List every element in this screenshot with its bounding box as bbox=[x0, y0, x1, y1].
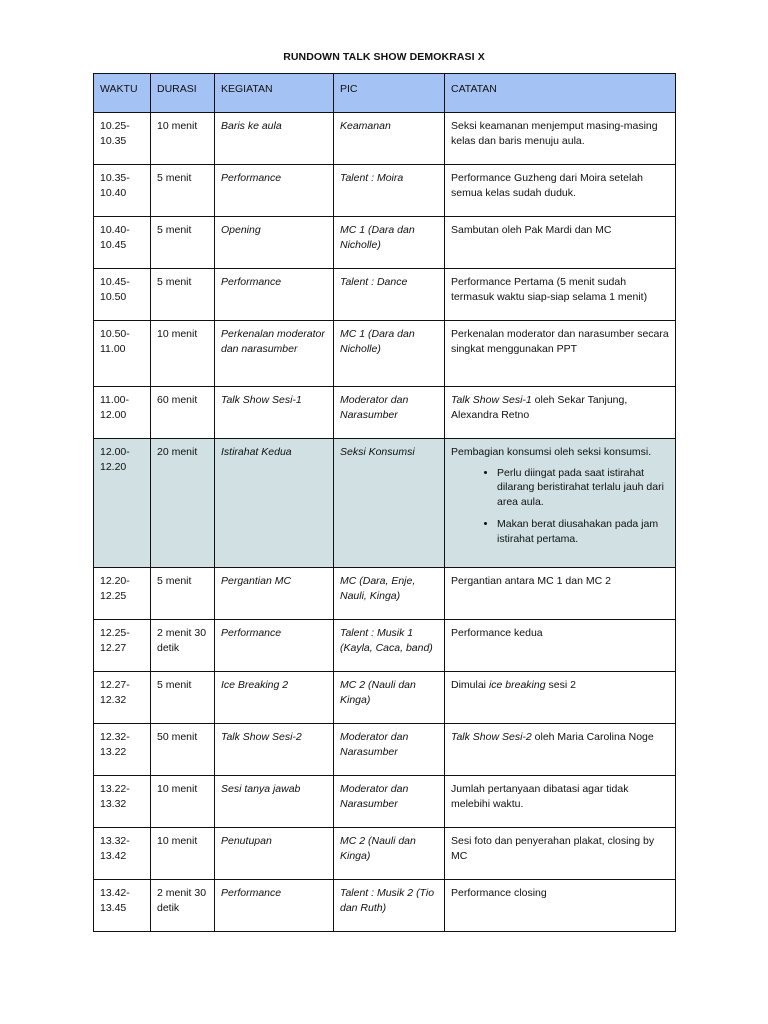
cell-durasi: 50 menit bbox=[151, 724, 215, 776]
cell-waktu: 10.35- 10.40 bbox=[94, 165, 151, 217]
cell-kegiatan: Penutupan bbox=[215, 828, 334, 880]
rundown-table bbox=[93, 73, 676, 932]
catatan-italic: ice breaking bbox=[488, 679, 546, 691]
table-header-row bbox=[94, 74, 676, 113]
cell-durasi: 5 menit bbox=[151, 217, 215, 269]
bullet-item: • Makan berat diusahakan pada jam istirahat pertama. bbox=[497, 517, 669, 546]
document-title: RUNDOWN TALK SHOW DEMOKRASI X bbox=[283, 51, 485, 63]
table-row bbox=[94, 672, 676, 724]
cell-waktu: 12.27- 12.32 bbox=[94, 672, 151, 724]
table-row-highlighted bbox=[94, 439, 676, 568]
cell-pic: Talent : Musik 2 (Tio dan Ruth) bbox=[334, 880, 445, 932]
cell-pic: Moderator dan Narasumber bbox=[334, 387, 445, 439]
catatan-text: oleh Maria Carolina Noge bbox=[531, 731, 654, 743]
cell-waktu: 12.20- 12.25 bbox=[94, 568, 151, 620]
cell-pic: Talent : Dance bbox=[334, 269, 445, 321]
cell-durasi: 20 menit bbox=[151, 439, 215, 568]
cell-kegiatan: Sesi tanya jawab bbox=[215, 776, 334, 828]
cell-kegiatan: Performance bbox=[215, 269, 334, 321]
cell-kegiatan: Performance bbox=[215, 620, 334, 672]
table-row bbox=[94, 620, 676, 672]
bullet-item: • Perlu diingat pada saat istirahat dilarang beristirahat terlalu jauh dari area aula. bbox=[497, 466, 669, 510]
cell-kegiatan: Baris ke aula bbox=[215, 113, 334, 165]
cell-catatan bbox=[445, 724, 676, 776]
header-durasi: DURASI bbox=[151, 74, 215, 113]
cell-pic: Moderator dan Narasumber bbox=[334, 776, 445, 828]
table-row bbox=[94, 387, 676, 439]
cell-kegiatan: Pergantian MC bbox=[215, 568, 334, 620]
cell-catatan: Pergantian antara MC 1 dan MC 2 bbox=[445, 568, 676, 620]
cell-catatan: Performance closing bbox=[445, 880, 676, 932]
cell-kegiatan: Istirahat Kedua bbox=[215, 439, 334, 568]
table-row bbox=[94, 880, 676, 932]
cell-durasi: 2 menit 30 detik bbox=[151, 620, 215, 672]
cell-pic: Seksi Konsumsi bbox=[334, 439, 445, 568]
cell-catatan bbox=[445, 439, 676, 568]
cell-kegiatan: Perkenalan moderator dan narasumber bbox=[215, 321, 334, 387]
table-row bbox=[94, 217, 676, 269]
catatan-text: oleh Sekar Tanjung, Alexandra Retno bbox=[451, 394, 628, 421]
cell-durasi: 60 menit bbox=[151, 387, 215, 439]
cell-durasi: 5 menit bbox=[151, 672, 215, 724]
cell-waktu: 12.32- 13.22 bbox=[94, 724, 151, 776]
cell-waktu: 10.25- 10.35 bbox=[94, 113, 151, 165]
cell-catatan: Seksi keamanan menjemput masing-masing kelas dan baris menuju aula. bbox=[445, 113, 676, 165]
cell-catatan: Performance kedua bbox=[445, 620, 676, 672]
cell-pic: MC 1 (Dara dan Nicholle) bbox=[334, 217, 445, 269]
cell-durasi: 10 menit bbox=[151, 828, 215, 880]
cell-catatan: Sesi foto dan penyerahan plakat, closing by MC bbox=[445, 828, 676, 880]
cell-durasi: 2 menit 30 detik bbox=[151, 880, 215, 932]
cell-durasi: 5 menit bbox=[151, 568, 215, 620]
cell-waktu: 12.00- 12.20 bbox=[94, 439, 151, 568]
header-kegiatan: KEGIATAN bbox=[215, 74, 334, 113]
cell-kegiatan: Ice Breaking 2 bbox=[215, 672, 334, 724]
cell-pic: Talent : Moira bbox=[334, 165, 445, 217]
cell-pic: Keamanan bbox=[334, 113, 445, 165]
table-row bbox=[94, 724, 676, 776]
header-pic: PIC bbox=[334, 74, 445, 113]
table-row bbox=[94, 568, 676, 620]
cell-pic: MC 2 (Nauli dan Kinga) bbox=[334, 672, 445, 724]
cell-waktu: 10.50- 11.00 bbox=[94, 321, 151, 387]
cell-catatan: Performance Pertama (5 menit sudah termasuk waktu siap-siap selama 1 menit) bbox=[445, 269, 676, 321]
header-catatan: CATATAN bbox=[445, 74, 676, 113]
cell-pic: MC 1 (Dara dan Nicholle) bbox=[334, 321, 445, 387]
cell-kegiatan: Performance bbox=[215, 165, 334, 217]
table-row bbox=[94, 321, 676, 387]
cell-catatan: Perkenalan moderator dan narasumber secara singkat menggunakan PPT bbox=[445, 321, 676, 387]
cell-catatan: Performance Guzheng dari Moira setelah semua kelas sudah duduk. bbox=[445, 165, 676, 217]
cell-pic: MC (Dara, Enje, Nauli, Kinga) bbox=[334, 568, 445, 620]
cell-catatan: Sambutan oleh Pak Mardi dan MC bbox=[445, 217, 676, 269]
cell-pic: Moderator dan Narasumber bbox=[334, 724, 445, 776]
table-row bbox=[94, 269, 676, 321]
catatan-text: Pembagian konsumsi oleh seksi konsumsi. bbox=[451, 446, 652, 458]
catatan-prefix: Dimulai bbox=[451, 679, 489, 691]
cell-catatan bbox=[445, 672, 676, 724]
cell-waktu: 13.22- 13.32 bbox=[94, 776, 151, 828]
table-row bbox=[94, 828, 676, 880]
cell-durasi: 10 menit bbox=[151, 776, 215, 828]
cell-catatan bbox=[445, 387, 676, 439]
cell-waktu: 13.32- 13.42 bbox=[94, 828, 151, 880]
table-row bbox=[94, 165, 676, 217]
cell-waktu: 13.42- 13.45 bbox=[94, 880, 151, 932]
cell-waktu: 10.45- 10.50 bbox=[94, 269, 151, 321]
cell-durasi: 5 menit bbox=[151, 269, 215, 321]
cell-kegiatan: Talk Show Sesi-1 bbox=[215, 387, 334, 439]
cell-kegiatan: Talk Show Sesi-2 bbox=[215, 724, 334, 776]
cell-catatan: Jumlah pertanyaan dibatasi agar tidak melebihi waktu. bbox=[445, 776, 676, 828]
cell-kegiatan: Opening bbox=[215, 217, 334, 269]
cell-durasi: 10 menit bbox=[151, 321, 215, 387]
header-waktu: WAKTU bbox=[94, 74, 151, 113]
catatan-bullet-list bbox=[451, 466, 669, 547]
table-row bbox=[94, 776, 676, 828]
cell-durasi: 10 menit bbox=[151, 113, 215, 165]
cell-kegiatan: Performance bbox=[215, 880, 334, 932]
cell-pic: MC 2 (Nauli dan Kinga) bbox=[334, 828, 445, 880]
cell-waktu: 11.00- 12.00 bbox=[94, 387, 151, 439]
table-row bbox=[94, 113, 676, 165]
cell-waktu: 10.40- 10.45 bbox=[94, 217, 151, 269]
catatan-text: sesi 2 bbox=[545, 679, 576, 691]
cell-waktu: 12.25- 12.27 bbox=[94, 620, 151, 672]
cell-durasi: 5 menit bbox=[151, 165, 215, 217]
catatan-italic: Talk Show Sesi-2 bbox=[451, 731, 532, 743]
cell-pic: Talent : Musik 1 (Kayla, Caca, band) bbox=[334, 620, 445, 672]
catatan-italic: Talk Show Sesi-1 bbox=[451, 394, 532, 406]
